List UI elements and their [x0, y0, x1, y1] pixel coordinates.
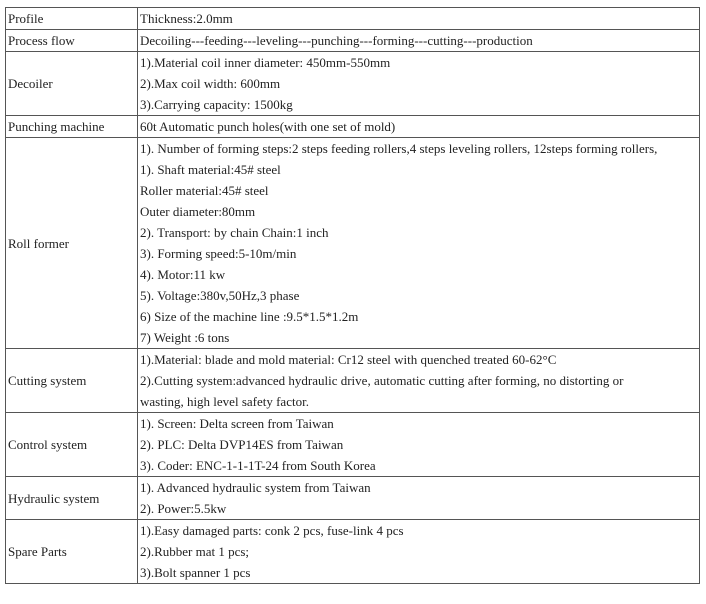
table-row-process-flow	[6, 30, 700, 52]
value-line: 6) Size of the machine line :9.5*1.5*1.2m	[140, 309, 359, 324]
value-line: 3).Bolt spanner 1 pcs	[140, 565, 251, 580]
value-line: Roller material:45# steel	[140, 183, 269, 198]
table-row-decoiler	[6, 52, 700, 116]
value-line: 4). Motor:11 kw	[140, 267, 226, 282]
value-line: 1). Screen: Delta screen from Taiwan	[140, 416, 334, 431]
value-line: 3). Forming speed:5-10m/min	[140, 246, 297, 261]
table-row-spare-parts	[6, 520, 700, 584]
value-line: 7) Weight :6 tons	[140, 330, 230, 345]
row-value	[138, 477, 700, 520]
value-line: 5). Voltage:380v,50Hz,3 phase	[140, 288, 300, 303]
value-line: 1). Shaft material:45# steel	[140, 162, 281, 177]
row-label: Hydraulic system	[6, 477, 138, 520]
value-line: 3). Coder: ENC-1-1-1T-24 from South Korea	[140, 458, 376, 473]
value-line: wasting, high level safety factor.	[140, 394, 309, 409]
row-label: Punching machine	[6, 116, 138, 138]
value-line: 2).Max coil width: 600mm	[140, 76, 281, 91]
row-label: Decoiler	[6, 52, 138, 116]
row-value	[138, 349, 700, 413]
value-line: 2). PLC: Delta DVP14ES from Taiwan	[140, 437, 344, 452]
row-label: Process flow	[6, 30, 138, 52]
row-value	[138, 520, 700, 584]
value-line: Outer diameter:80mm	[140, 204, 256, 219]
table-row-hydraulic-system	[6, 477, 700, 520]
value-line: 2). Transport: by chain Chain:1 inch	[140, 225, 329, 240]
value-line: 1).Material coil inner diameter: 450mm-550mm	[140, 55, 391, 70]
value-line: 1). Number of forming steps:2 steps feeding rollers,4 steps leveling rollers, 12steps forming rollers,	[140, 141, 658, 156]
value-line: 1).Easy damaged parts: conk 2 pcs, fuse-link 4 pcs	[140, 523, 404, 538]
table-row-roll-former	[6, 138, 700, 349]
row-value	[138, 52, 700, 116]
row-label: Roll former	[6, 138, 138, 349]
row-label: Cutting system	[6, 349, 138, 413]
row-value	[138, 413, 700, 477]
table-row-cutting-system	[6, 349, 700, 413]
value-line: Decoiling---feeding---leveling---punching---forming---cutting---production	[140, 33, 533, 48]
value-line: 60t Automatic punch holes(with one set of mold)	[140, 119, 396, 134]
table-row-punching-machine	[6, 116, 700, 138]
row-label: Control system	[6, 413, 138, 477]
value-line: 2). Power:5.5kw	[140, 501, 227, 516]
row-value	[138, 30, 700, 52]
row-label: Profile	[6, 8, 138, 30]
row-value	[138, 8, 700, 30]
table-row-profile	[6, 8, 700, 30]
row-label: Spare Parts	[6, 520, 138, 584]
spec-table	[5, 7, 700, 584]
row-value	[138, 138, 700, 349]
value-line: 1). Advanced hydraulic system from Taiwan	[140, 480, 371, 495]
value-line: Thickness:2.0mm	[140, 11, 233, 26]
row-value	[138, 116, 700, 138]
value-line: 2).Cutting system:advanced hydraulic drive, automatic cutting after forming, no distorting or	[140, 373, 624, 388]
spec-table-container	[5, 7, 700, 584]
value-line: 1).Material: blade and mold material: Cr12 steel with quenched treated 60-62°C	[140, 352, 557, 367]
value-line: 3).Carrying capacity: 1500kg	[140, 97, 293, 112]
table-row-control-system	[6, 413, 700, 477]
value-line: 2).Rubber mat 1 pcs;	[140, 544, 250, 559]
